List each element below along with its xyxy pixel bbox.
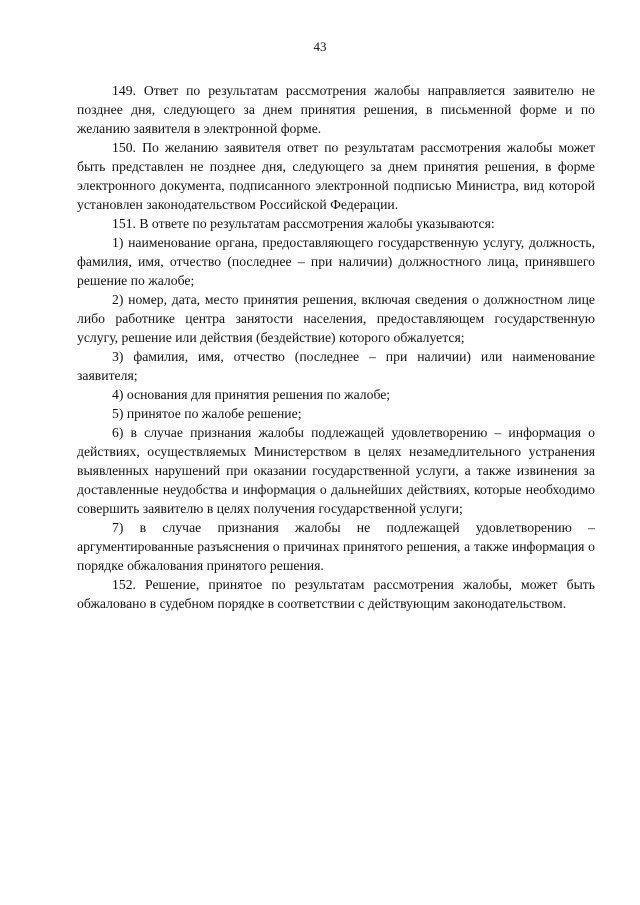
paragraph-150: 150. По желанию заявителя ответ по результатам рассмотрения жалобы может быть представлен не позднее дня, следующего за днем принятия решения, в форме электронного документа, подписанного электронной подписью Министра, вид которой установлен законодательством Российской Федерации. <box>77 140 595 212</box>
list-item-2: 2) номер, дата, место принятия решения, включая сведения о должностном лице либо работнике центра занятости населения, предоставляющем государственную услугу, решение или действия (бездействие) которого обжалуется; <box>77 292 595 345</box>
paragraph-149: 149. Ответ по результатам рассмотрения жалобы направляется заявителю не позднее дня, следующего за днем принятия решения, в письменной форме и по желанию заявителя в электронной форме. <box>77 83 595 136</box>
document-body <box>77 81 595 613</box>
list-item-3: 3) фамилия, имя, отчество (последнее – при наличии) или наименование заявителя; <box>77 349 595 383</box>
list-item-4: 4) основания для принятия решения по жалобе; <box>112 387 391 402</box>
list-item-5: 5) принятое по жалобе решение; <box>112 406 302 421</box>
list-item-6: 6) в случае признания жалобы подлежащей удовлетворению – информация о действиях, осуществляемых Министерством в целях незамедлительного устранения выявленных нарушений при оказании государственной услуги, а также извинения за доставленные неудобства и информация о дальнейших действиях, которые необходимо совершить заявителю в целях получения государственной услуги; <box>77 425 595 516</box>
paragraph-152: 152. Решение, принятое по результатам рассмотрения жалобы, может быть обжаловано в судебном порядке в соответствии с действующим законодательством. <box>77 577 595 611</box>
list-item-7: 7) в случае признания жалобы не подлежащей удовлетворению – аргументированные разъяснения о причинах принятого решения, а также информация о порядке обжалования принятого решения. <box>77 520 595 573</box>
paragraph-151: 151. В ответе по результатам рассмотрения жалобы указываются: <box>112 216 495 231</box>
page-number: 43 <box>313 39 327 54</box>
list-item-1: 1) наименование органа, предоставляющего государственную услугу, должность, фамилия, имя, отчество (последнее – при наличии) должностного лица, принявшего решение по жалобе; <box>77 235 595 288</box>
